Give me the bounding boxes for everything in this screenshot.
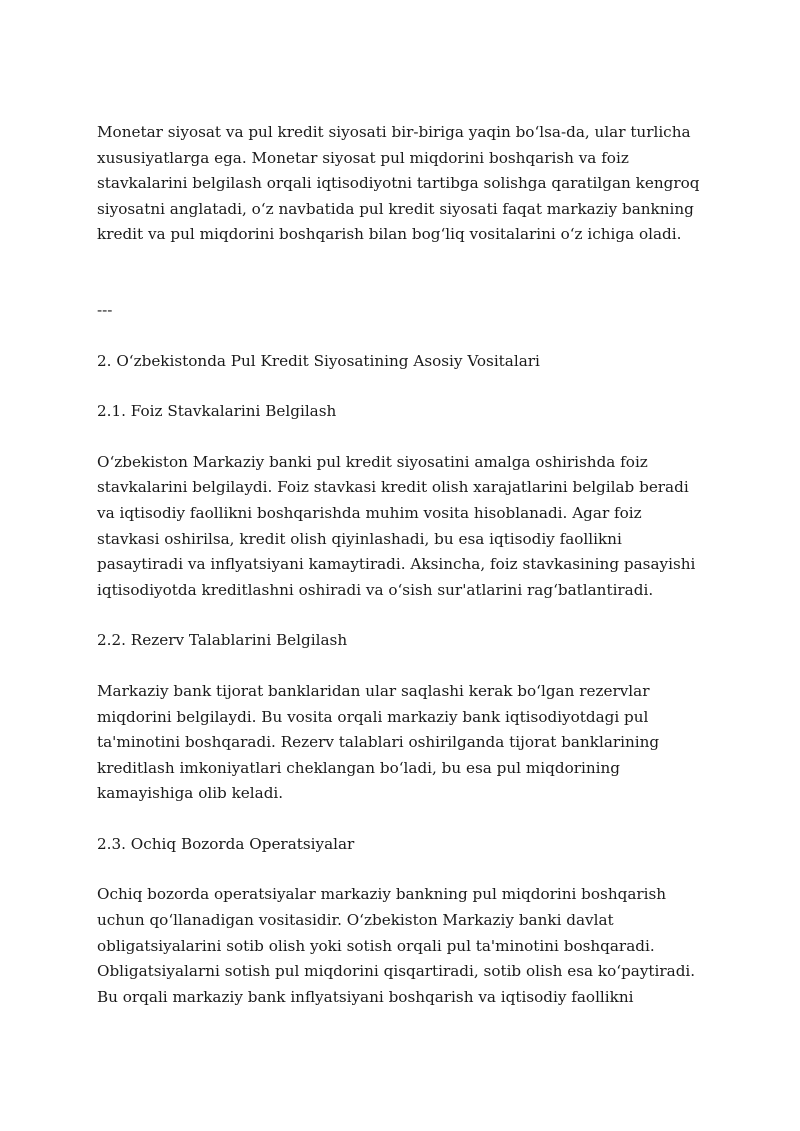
section-title: 2. O‘zbekistonda Pul Kredit Siyosatining Asosiy Vositalari [97,351,540,370]
subsection-body-2-3: Ochiq bozorda operatsiyalar markaziy bankning pul miqdorini boshqarish uchun qo‘llanadigan vositasidir. O‘zbekiston Markaziy banki davlat obligatsiyalarini sotib olish yoki sotish orqali pul ta'minotini boshqaradi. Obligatsiyalarni sotish pul miqdorini qisqartiradi, sotib olish esa ko‘paytiradi. Bu orqali markaziy bank inflyatsiyani boshqarish va iqtisodiy faollikni [97,885,696,1006]
subsection-body-2-2: Markaziy bank tijorat banklaridan ular saqlashi kerak bo‘lgan rezervlar miqdorini belgilaydi. Bu vosita orqali markaziy bank iqtisodiyotdagi pul ta'minotini boshqaradi. Rezerv talablari oshirilganda tijorat banklarining kreditlash imkoniyatlari cheklangan bo‘ladi, bu esa pul miqdorining kamayishiga olib keladi. [97,681,660,803]
subsection-title-2-1: 2.1. Foiz Stavkalarini Belgilash [97,402,337,421]
subsection-body-2-1: O‘zbekiston Markaziy banki pul kredit siyosatini amalga oshirishda foiz stavkalarini belgilaydi. Foiz stavkasi kredit olish xarajatlarini belgilab beradi va iqtisodiy faollikni boshqarishda muhim vosita hisoblanadi. Agar foiz stavkasi oshirilsa, kredit olish qiyinlashadi, bu esa iqtisodiy faollikni pasaytiradi va inflyatsiyani kamaytiradi. Aksincha, foiz stavkasining pasayishi iqtisodiyotda kreditlashni oshiradi va o‘sish sur'atlarini rag‘batlantiradi. [97,452,696,599]
section-separator: --- [97,300,113,319]
subsection-title-2-3: 2.3. Ochiq Bozorda Operatsiyalar [97,834,355,853]
intro-paragraph: Monetar siyosat va pul kredit siyosati bir-biriga yaqin bo‘lsa-da, ular turlicha xususiyatlarga ega. Monetar siyosat pul miqdorini boshqarish va foiz stavkalarini belgilash orqali iqtisodiyotni tartibga solishga qaratilgan kengroq siyosatni anglatadi, o‘z navbatida pul kredit siyosati faqat markaziy bankning kredit va pul miqdorini boshqarish bilan bog‘liq vositalarini o‘z ichiga oladi. [97,123,700,244]
document-page [97,120,707,1010]
subsection-title-2-2: 2.2. Rezerv Talablarini Belgilash [97,631,348,650]
